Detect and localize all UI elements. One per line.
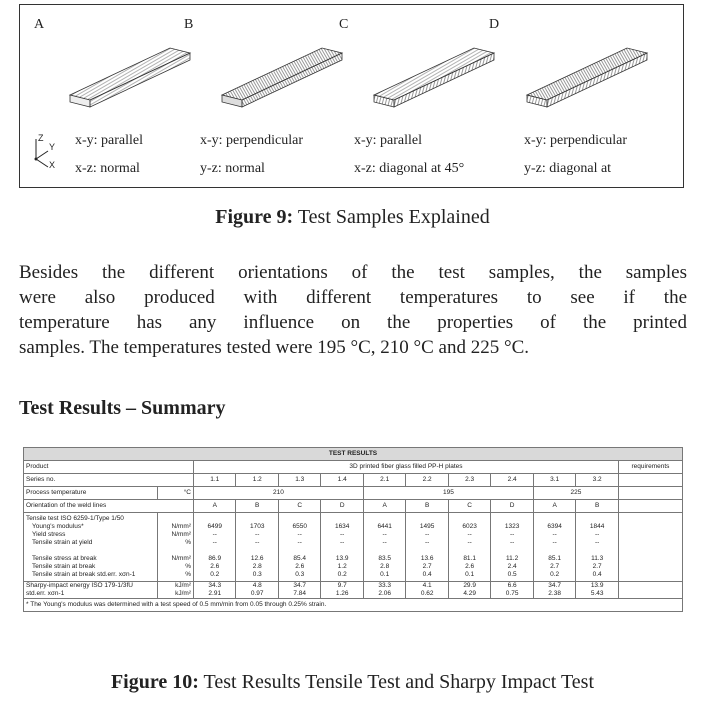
paragraph-line: Besides the different orientations of the test samples, the samples: [19, 262, 687, 283]
results-table: [23, 447, 683, 612]
table-cell-value: 4.1: [422, 582, 432, 589]
tensile-units: [158, 513, 194, 582]
sharpy-stderr-label: std.err. xσn-1: [26, 590, 65, 597]
tensile-col: [363, 513, 405, 582]
table-cell-value: 6441: [377, 523, 392, 530]
table-cell-value: 12.6: [250, 555, 264, 562]
table-cell-value: 9.7: [337, 582, 347, 589]
table-cell-value: --: [552, 539, 557, 546]
table-cell-value: 2.8: [252, 563, 262, 570]
sample-b-image: [217, 45, 347, 115]
table-cell-value: 2.7: [422, 563, 432, 570]
orient-cell: A: [363, 500, 405, 513]
tensile-col: [448, 513, 490, 582]
table-cell-value: 34.3: [208, 582, 222, 589]
table-cell-value: [160, 515, 191, 523]
tensile-col: [278, 513, 320, 582]
strain-at-break-label: Tensile strain at break: [32, 563, 96, 570]
tensile-col: [491, 513, 533, 582]
table-cell-value: 34.7: [293, 582, 307, 589]
yield-stress-label: Yield stress: [32, 531, 66, 538]
tensile-col: [576, 513, 619, 582]
temp-label: Process temperature: [24, 487, 158, 500]
body-paragraph: [19, 260, 687, 360]
sharpy-col: [533, 582, 575, 599]
table-cell-value: 0.2: [550, 571, 560, 578]
table-title: TEST RESULTS: [24, 448, 683, 461]
sample-a-image: [65, 45, 195, 115]
tensile-col: [194, 513, 236, 582]
table-cell-value: --: [467, 531, 472, 538]
unit: kJ/m²: [175, 590, 191, 597]
table-cell-value: 6023: [462, 523, 477, 530]
strain-at-yield-label: Tensile strain at yield: [32, 539, 93, 546]
table-cell-value: --: [212, 531, 217, 538]
unit: N/mm²: [171, 531, 191, 538]
tensile-col: [406, 513, 448, 582]
table-footnote: * The Young's modulus was determined with a test speed of 0.5 mm/min from 0.05 through 0.25% strain.: [24, 599, 683, 612]
table-cell-value: 1.26: [335, 590, 349, 597]
sharpy-label: Sharpy-impact energy ISO 179-1/3fU: [26, 582, 133, 589]
unit: %: [185, 563, 191, 570]
orient-cell: A: [194, 500, 236, 513]
panel-b-orientation-1: x-y: perpendicular: [200, 133, 304, 148]
paragraph-line: were also produced with different temperatures to see if the: [19, 287, 687, 308]
sharpy-col: [194, 582, 236, 599]
table-cell-value: --: [212, 539, 217, 546]
table-cell-value: 1495: [419, 523, 435, 530]
series-cell: 3.1: [533, 474, 575, 487]
table-cell-value: 2.6: [210, 563, 220, 570]
product-value: 3D printed fiber glass filled PP-H plates: [194, 461, 619, 474]
tensile-labels: [24, 513, 158, 582]
temp-unit: °C: [158, 487, 194, 500]
sharpy-col: [491, 582, 533, 599]
table-cell-value: --: [594, 539, 600, 546]
sharpy-col: [321, 582, 363, 599]
unit: %: [185, 539, 191, 546]
table-cell-value: 13.9: [590, 582, 604, 589]
table-cell-value: 83.5: [378, 555, 391, 562]
table-cell-value: 7.84: [293, 590, 307, 597]
figure-9-label: Figure 9:: [215, 206, 294, 228]
table-cell-value: 1634: [334, 523, 350, 530]
table-cell-value: --: [255, 531, 260, 538]
section-heading: Test Results – Summary: [19, 397, 226, 419]
table-cell-value: 4.29: [463, 590, 476, 597]
sharpy-col: [406, 582, 448, 599]
orient-cell: D: [321, 500, 363, 513]
table-cell-value: 0.2: [210, 571, 220, 578]
figure-10-caption: [0, 671, 705, 694]
table-cell-value: 1323: [504, 523, 520, 530]
table-cell-value: 0.4: [592, 571, 602, 578]
paragraph-line: samples. The temperatures tested were 195 °C, 210 °C and 225 °C.: [19, 337, 530, 358]
table-cell-value: --: [382, 539, 387, 546]
table-cell-value: 0.2: [337, 571, 347, 578]
orient-cell: C: [448, 500, 490, 513]
table-cell-value: 0.3: [295, 571, 305, 578]
paragraph-line: temperature has any influence on the properties of the printed: [19, 312, 687, 333]
table-cell-value: 2.4: [507, 563, 517, 570]
results-table-figure: [23, 447, 683, 643]
sharpy-col: [363, 582, 405, 599]
panel-letter-c: C: [339, 17, 349, 32]
sample-c-image: [369, 45, 499, 115]
tensile-col: [236, 513, 278, 582]
table-cell-value: 2.6: [465, 563, 475, 570]
table-cell-value: 11.3: [591, 555, 604, 562]
table-cell-value: --: [509, 539, 515, 546]
table-cell-value: 0.1: [465, 571, 475, 578]
table-cell-value: 2.38: [548, 590, 561, 597]
series-cell: 1.2: [236, 474, 278, 487]
figure-9-caption-text: Test Samples Explained: [293, 206, 490, 228]
panel-c-orientation-1: x-y: parallel: [354, 133, 423, 148]
unit: %: [185, 571, 191, 578]
panel-letter-d: D: [489, 17, 500, 32]
sharpy-col: [576, 582, 619, 599]
table-cell-value: 4.8: [252, 582, 262, 589]
table-cell-value: 6550: [292, 523, 307, 530]
table-cell-value: 0.1: [380, 571, 390, 578]
panel-d-orientation-2: y-z: diagonal at: [524, 161, 612, 176]
series-cell: 1.1: [194, 474, 236, 487]
panel-b-orientation-2: y-z: normal: [200, 161, 265, 176]
axis-z-label: Z: [38, 133, 44, 143]
table-cell-value: 0.3: [252, 571, 262, 578]
table-cell-value: --: [594, 531, 600, 538]
table-cell-value: --: [382, 531, 387, 538]
orient-cell: B: [576, 500, 619, 513]
sharpy-units: [158, 582, 194, 599]
series-cell: 2.4: [491, 474, 533, 487]
orient-cell: B: [236, 500, 278, 513]
unit: N/mm²: [171, 555, 191, 562]
sharpy-col: [448, 582, 490, 599]
stress-at-break-label: Tensile stress at break: [32, 555, 97, 562]
table-cell-value: --: [340, 539, 345, 546]
table-cell-value: --: [424, 539, 430, 546]
table-cell-value: 13.9: [335, 555, 349, 562]
table-cell-value: 6394: [547, 523, 562, 530]
table-cell-value: 85.4: [293, 555, 307, 562]
series-cell: 2.1: [363, 474, 405, 487]
tensile-test-label: Tensile test ISO 6259-1/Type 1/50: [26, 515, 124, 522]
tensile-col: [533, 513, 575, 582]
axis-y-label: Y: [49, 142, 56, 152]
table-cell-value: 33.3: [378, 582, 391, 589]
series-cell: 2.2: [406, 474, 448, 487]
table-cell-value: --: [340, 531, 345, 538]
table-cell-value: 13.6: [420, 555, 434, 562]
table-cell-value: 81.1: [463, 555, 476, 562]
sharpy-labels: [24, 582, 158, 599]
sharpy-col: [236, 582, 278, 599]
strain-at-break-stderr-label: Tensile strain at break std.err. xσn-1: [32, 571, 136, 578]
tensile-col: [321, 513, 363, 582]
axis-x-label: X: [49, 160, 56, 170]
table-cell-value: 6.6: [507, 582, 517, 589]
youngs-modulus-label: Young's modulus*: [32, 523, 84, 530]
series-cell: 1.4: [321, 474, 363, 487]
table-cell-value: 1844: [589, 523, 605, 530]
table-cell-value: --: [255, 539, 260, 546]
unit: N/mm²: [171, 523, 191, 530]
orient-cell: A: [533, 500, 575, 513]
temp-cell: 210: [194, 487, 364, 500]
orient-cell: B: [406, 500, 448, 513]
figure-9-box: [19, 4, 684, 188]
sharpy-col: [278, 582, 320, 599]
table-cell-value: 85.1: [548, 555, 561, 562]
figure-9-caption: [0, 206, 705, 229]
table-cell-value: 0.62: [420, 590, 434, 597]
table-cell-value: 2.6: [295, 563, 305, 570]
table-cell-value: 2.06: [378, 590, 391, 597]
table-cell-value: --: [297, 531, 302, 538]
table-cell-value: 2.7: [592, 563, 602, 570]
table-cell-value: 29.9: [463, 582, 476, 589]
table-cell-value: --: [552, 531, 557, 538]
table-cell-value: 0.75: [505, 590, 519, 597]
figure-10-label: Figure 10:: [110, 671, 199, 693]
table-cell-value: 1.2: [337, 563, 347, 570]
table-cell-value: 0.4: [422, 571, 432, 578]
table-cell-value: 2.91: [208, 590, 222, 597]
axis-icon: [30, 133, 58, 173]
table-cell-value: 2.8: [380, 563, 390, 570]
unit: kJ/m²: [175, 582, 191, 589]
orient-cell: D: [491, 500, 533, 513]
table-cell-value: --: [509, 531, 515, 538]
table-cell-value: 2.7: [550, 563, 560, 570]
table-cell-value: 11.2: [506, 555, 519, 562]
table-cell-value: --: [297, 539, 302, 546]
series-cell: 2.3: [448, 474, 490, 487]
sample-d-image: [522, 45, 652, 115]
panel-letter-b: B: [184, 17, 194, 32]
product-label: Product: [24, 461, 194, 474]
requirements-header: requirements: [618, 461, 682, 474]
table-cell-value: 5.43: [590, 590, 604, 597]
series-label: Series no.: [24, 474, 194, 487]
series-cell: 3.2: [576, 474, 619, 487]
figure-10-caption-text: Test Results Tensile Test and Sharpy Impact Test: [198, 671, 595, 693]
panel-letter-a: A: [34, 17, 45, 32]
temp-cell: 195: [363, 487, 533, 500]
table-cell-value: 0.5: [507, 571, 517, 578]
series-cell: 1.3: [278, 474, 320, 487]
table-cell-value: --: [424, 531, 430, 538]
table-cell-value: 34.7: [548, 582, 561, 589]
table-cell-value: 86.9: [208, 555, 222, 562]
panel-a-orientation-2: x-z: normal: [75, 161, 140, 176]
table-cell-value: 0.97: [250, 590, 264, 597]
table-cell-value: --: [467, 539, 472, 546]
panel-a-orientation-1: x-y: parallel: [75, 133, 144, 148]
panel-d-orientation-1: x-y: perpendicular: [524, 133, 628, 148]
orient-cell: C: [278, 500, 320, 513]
table-cell-value: 6499: [207, 523, 222, 530]
table-cell-value: 1703: [249, 523, 265, 530]
panel-c-orientation-2: x-z: diagonal at 45°: [354, 161, 465, 176]
orient-label: Orientation of the weld lines: [24, 500, 194, 513]
temp-cell: 225: [533, 487, 618, 500]
